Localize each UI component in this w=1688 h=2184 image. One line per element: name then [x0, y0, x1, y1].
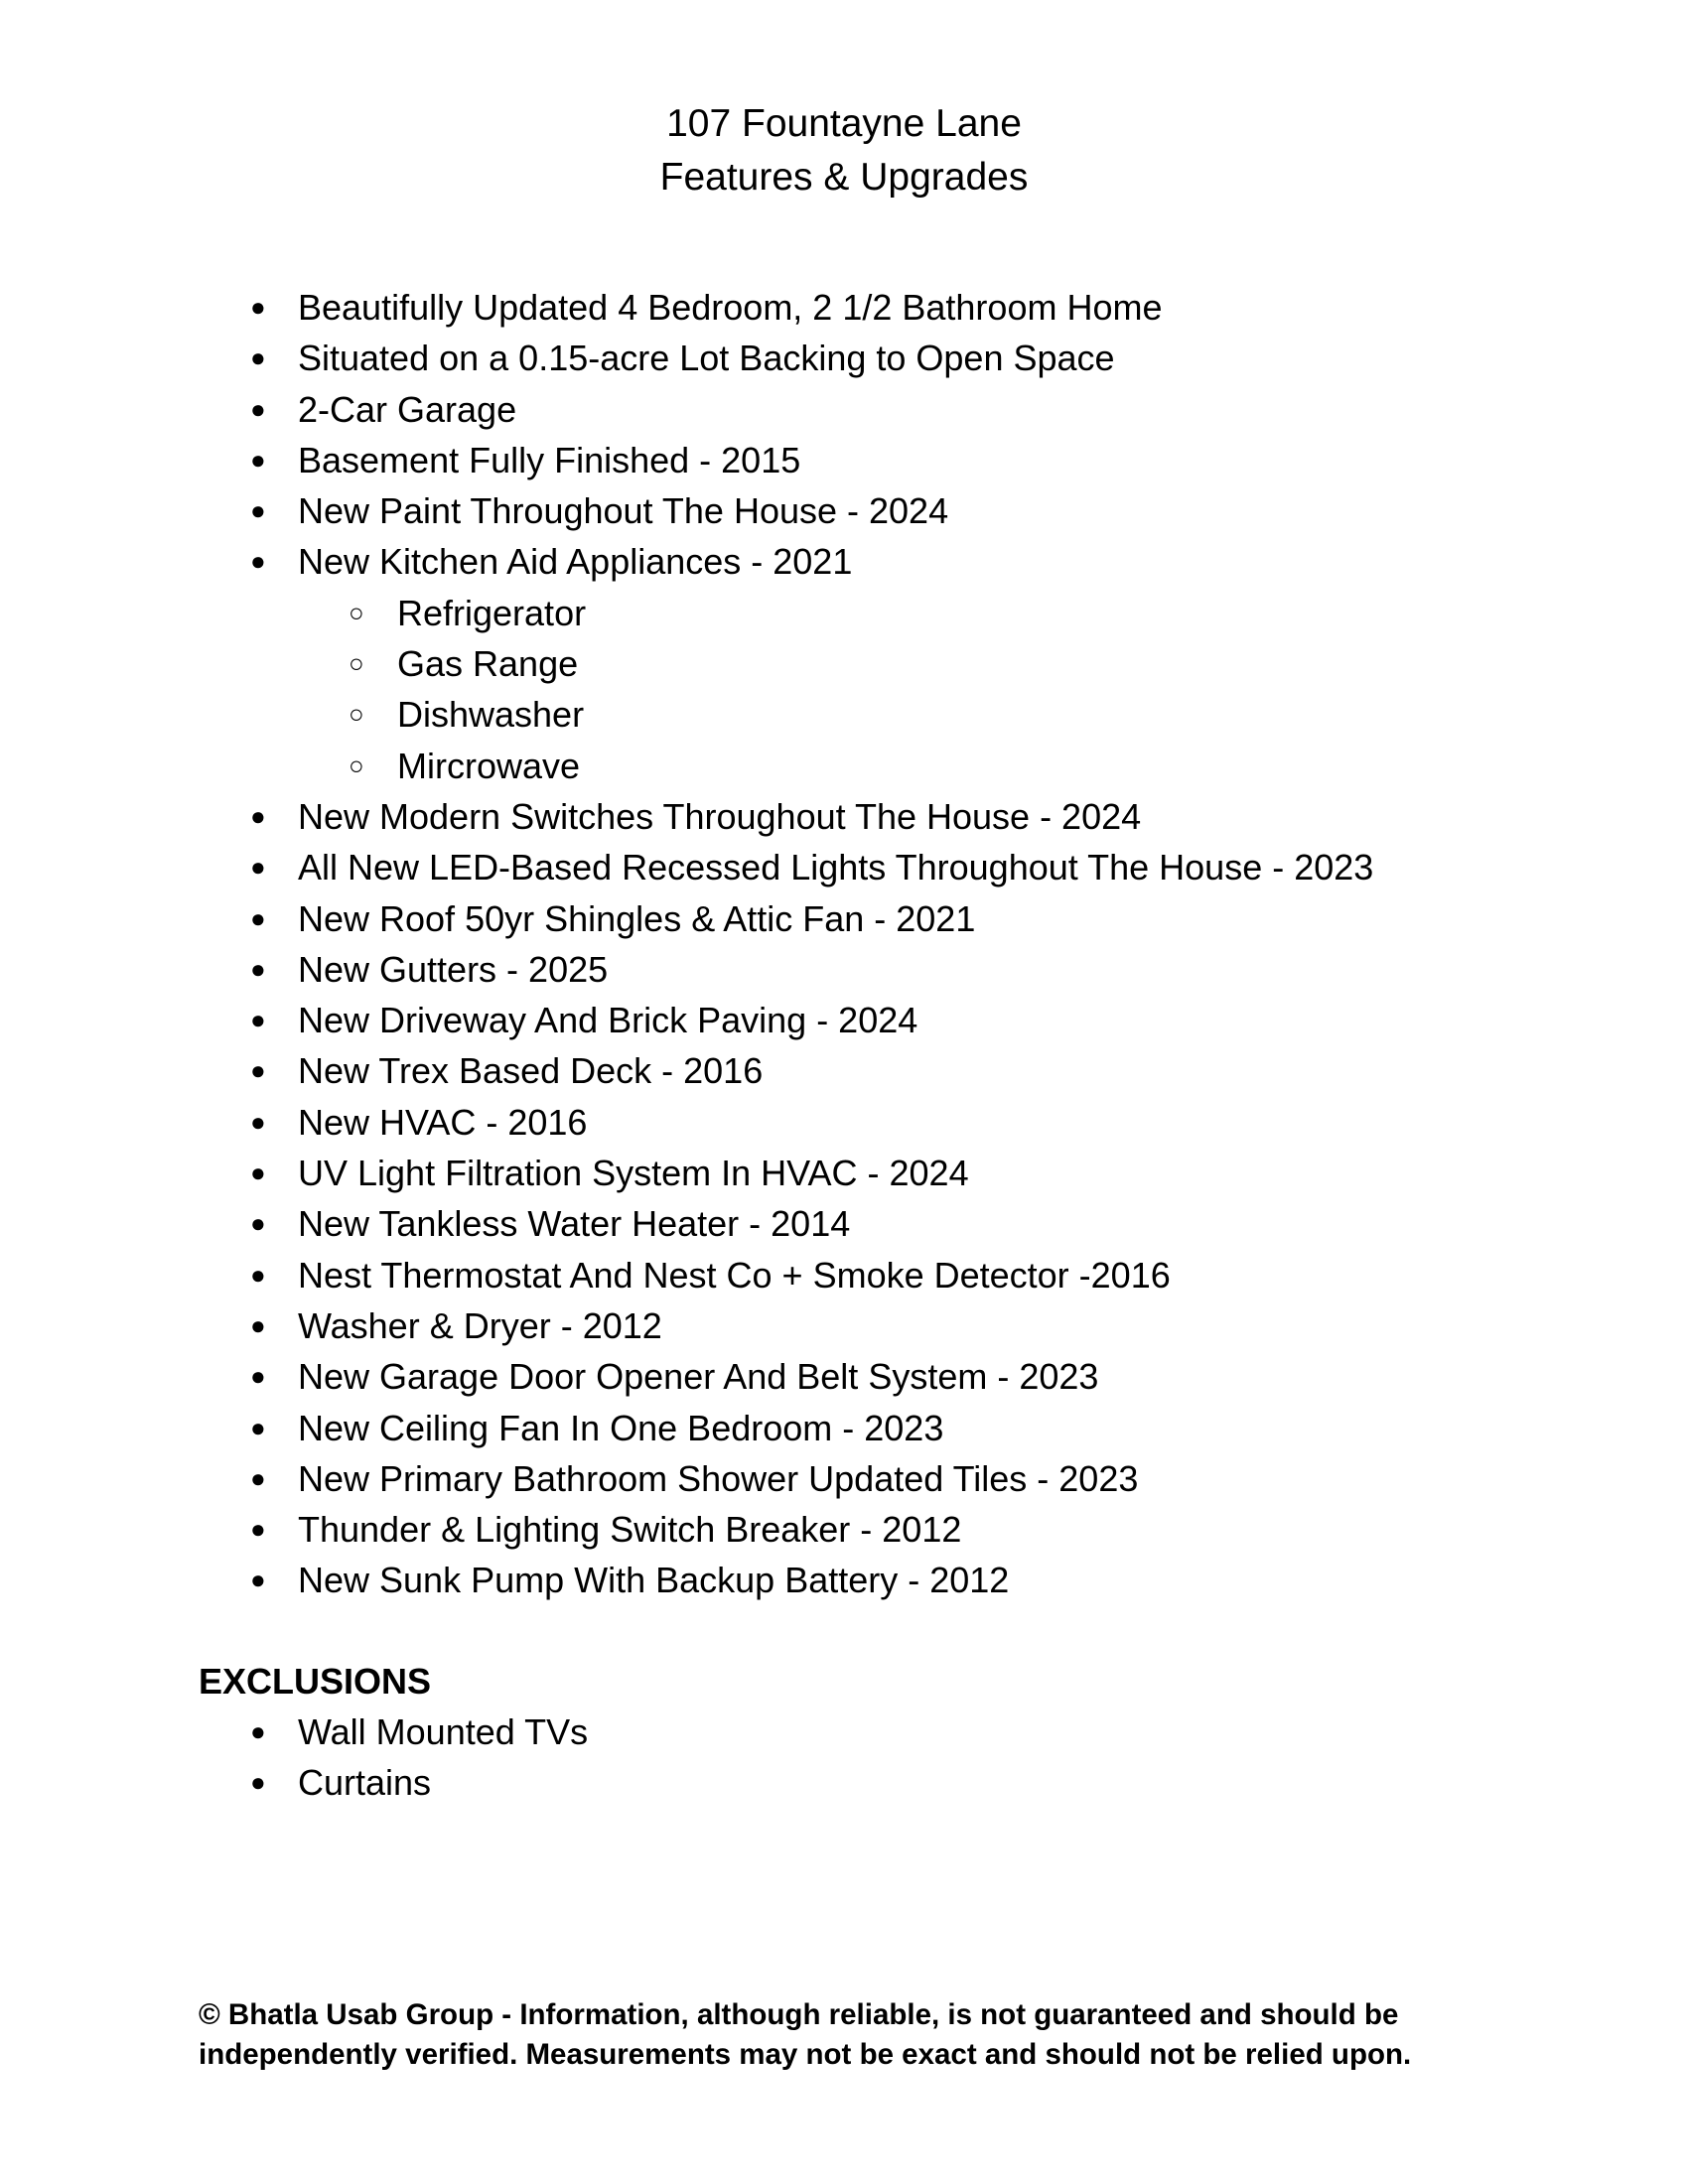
sub-list-item — [0, 638, 1688, 689]
bullet-icon: ● — [250, 444, 266, 475]
list-item — [0, 1045, 1688, 1096]
bullet-icon: ● — [250, 1361, 266, 1392]
exclusions-heading: EXCLUSIONS — [199, 1661, 432, 1702]
feature-text: Beautifully Updated 4 Bedroom, 2 1/2 Bathroom Home — [298, 287, 1163, 328]
list-item — [0, 485, 1688, 536]
feature-text: New HVAC - 2016 — [298, 1101, 588, 1143]
bullet-icon: ● — [250, 1259, 266, 1290]
list-item — [0, 1555, 1688, 1605]
list-item — [0, 1403, 1688, 1453]
list-item — [0, 1351, 1688, 1402]
feature-text: New Ceiling Fan In One Bedroom - 2023 — [298, 1407, 944, 1448]
bullet-icon: ● — [250, 1158, 266, 1188]
appliance-text: Mircrowave — [397, 745, 581, 786]
bullet-icon: ● — [250, 1514, 266, 1545]
list-item — [0, 995, 1688, 1045]
exclusion-text: Wall Mounted TVs — [298, 1711, 589, 1752]
list-item — [0, 1453, 1688, 1504]
list-item — [0, 944, 1688, 995]
feature-text: New Gutters - 2025 — [298, 948, 609, 990]
hollow-bullet-icon: ○ — [349, 750, 364, 780]
appliance-text: Dishwasher — [397, 694, 585, 736]
feature-text: UV Light Filtration System In HVAC - 2024 — [298, 1153, 969, 1194]
bullet-icon: ● — [250, 1106, 266, 1137]
list-item — [0, 842, 1688, 892]
sub-list-item — [0, 741, 1688, 791]
hollow-bullet-icon: ○ — [349, 597, 364, 627]
appliance-text: Gas Range — [397, 643, 579, 685]
list-item — [0, 893, 1688, 944]
list-item — [0, 435, 1688, 485]
bullet-icon: ● — [250, 495, 266, 526]
list-item — [0, 384, 1688, 435]
exclusion-text: Curtains — [298, 1762, 432, 1804]
feature-text: Basement Fully Finished - 2015 — [298, 439, 801, 480]
disclaimer-line: © Bhatla Usab Group - Information, although reliable, is not guaranteed and should be — [199, 1998, 1399, 2031]
features-list — [0, 282, 1688, 1606]
bullet-icon: ● — [250, 1005, 266, 1035]
sub-list-item — [0, 689, 1688, 740]
feature-text: Thunder & Lighting Switch Breaker - 2012 — [298, 1509, 962, 1551]
feature-text: Nest Thermostat And Nest Co + Smoke Detector -2016 — [298, 1254, 1171, 1296]
feature-text: New Kitchen Aid Appliances - 2021 — [298, 541, 853, 583]
feature-text: Washer & Dryer - 2012 — [298, 1304, 662, 1346]
bullet-icon: ● — [250, 1767, 266, 1798]
feature-text: New Trex Based Deck - 2016 — [298, 1050, 764, 1092]
bullet-icon: ● — [250, 393, 266, 424]
list-item — [0, 282, 1688, 333]
feature-text: New Garage Door Opener And Belt System - 2023 — [298, 1356, 1099, 1398]
list-item — [0, 1097, 1688, 1148]
sub-list-item — [0, 588, 1688, 638]
list-item — [0, 1504, 1688, 1555]
bullet-icon: ● — [250, 902, 266, 933]
feature-text: New Sunk Pump With Backup Battery - 2012 — [298, 1560, 1010, 1601]
bullet-icon: ● — [250, 546, 266, 577]
list-item — [0, 1300, 1688, 1351]
list-item — [0, 1148, 1688, 1198]
list-item — [0, 1706, 1688, 1757]
property-address: 107 Fountayne Lane — [666, 102, 1022, 145]
document-title — [0, 97, 1688, 205]
feature-text: New Modern Switches Throughout The House - 2024 — [298, 795, 1142, 837]
document-subtitle: Features & Upgrades — [659, 156, 1029, 199]
hollow-bullet-icon: ○ — [349, 648, 364, 679]
feature-text: New Paint Throughout The House - 2024 — [298, 490, 949, 532]
bullet-icon: ● — [250, 1462, 266, 1493]
list-item — [0, 1198, 1688, 1249]
feature-text: New Tankless Water Heater - 2014 — [298, 1203, 851, 1245]
appliance-text: Refrigerator — [397, 592, 587, 633]
feature-text: New Roof 50yr Shingles & Attic Fan - 2021 — [298, 897, 976, 939]
bullet-icon: ● — [250, 1055, 266, 1086]
list-item — [0, 1757, 1688, 1808]
exclusions-list — [0, 1706, 1688, 1809]
bullet-icon: ● — [250, 1412, 266, 1442]
list-item — [0, 791, 1688, 842]
bullet-icon: ● — [250, 1208, 266, 1239]
disclaimer-footer — [199, 1995, 1489, 2075]
list-item — [0, 1250, 1688, 1300]
feature-text: New Driveway And Brick Paving - 2024 — [298, 1000, 918, 1041]
bullet-icon: ● — [250, 1716, 266, 1746]
list-item — [0, 333, 1688, 383]
bullet-icon: ● — [250, 342, 266, 373]
bullet-icon: ● — [250, 852, 266, 883]
feature-text: Situated on a 0.15-acre Lot Backing to Open Space — [298, 338, 1115, 379]
bullet-icon: ● — [250, 800, 266, 831]
bullet-icon: ● — [250, 1309, 266, 1340]
bullet-icon: ● — [250, 292, 266, 322]
list-item — [0, 536, 1688, 587]
feature-text: All New LED-Based Recessed Lights Throughout The House - 2023 — [298, 847, 1374, 888]
hollow-bullet-icon: ○ — [349, 699, 364, 730]
feature-text: New Primary Bathroom Shower Updated Tiles - 2023 — [298, 1457, 1139, 1499]
bullet-icon: ● — [250, 1565, 266, 1595]
feature-text: 2-Car Garage — [298, 388, 517, 430]
bullet-icon: ● — [250, 953, 266, 984]
disclaimer-line: independently verified. Measurements may not be exact and should not be relied upon. — [199, 2038, 1412, 2071]
